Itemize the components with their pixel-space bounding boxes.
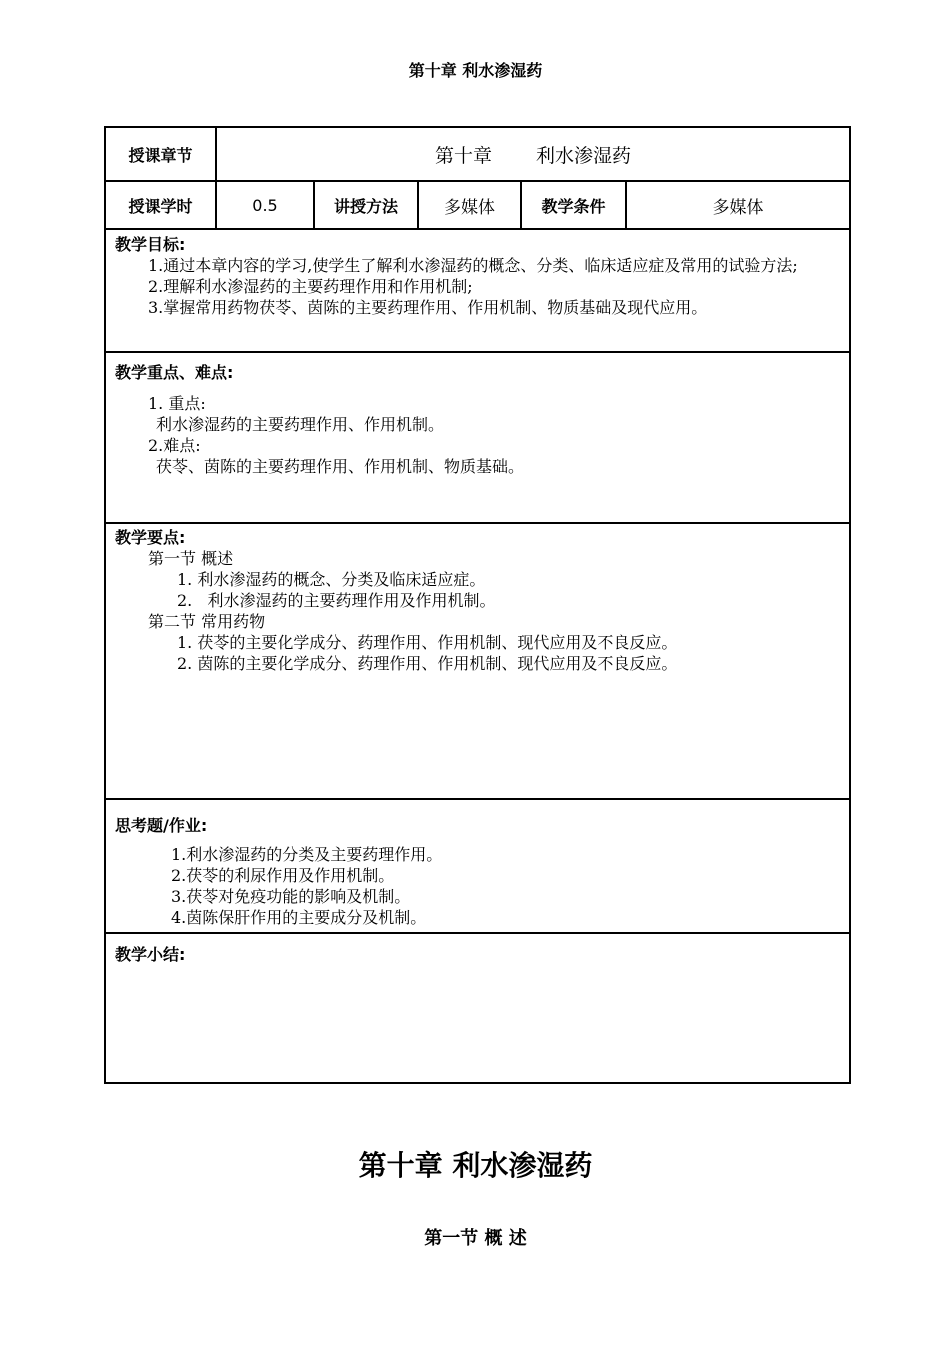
- chapter-name: 利水渗湿药: [536, 144, 632, 167]
- objective-item-1: 1.通过本章内容的学习,使学生了解利水渗湿药的概念、分类、临床适应症及常用的试验方法;: [148, 256, 798, 275]
- chapter-number: 第十章: [435, 144, 493, 167]
- essentials-section: [105, 523, 850, 799]
- objective-item-3: 3.掌握常用药物茯苓、茵陈的主要药理作用、作用机制、物质基础及现代应用。: [148, 298, 708, 317]
- hours-row: [105, 181, 850, 229]
- page-heading: 第十章 利水渗湿药: [408, 61, 543, 80]
- condition-label: 教学条件: [521, 181, 626, 229]
- chapter-label: 授课章节: [105, 127, 216, 181]
- homework-item-4: 4.茵陈保肝作用的主要成分及机制。: [171, 908, 427, 927]
- hours-label: 授课学时: [105, 181, 216, 229]
- chapter-row: [105, 127, 850, 181]
- focus-text: 利水渗湿药的主要药理作用、作用机制。: [156, 415, 445, 434]
- key-points-row: [105, 352, 850, 523]
- objective-item-2: 2.理解利水渗湿药的主要药理作用和作用机制;: [148, 277, 473, 296]
- homework-item-1: 1.利水渗湿药的分类及主要药理作用。: [171, 845, 443, 864]
- lesson-plan-table: [104, 126, 851, 1084]
- homework-section: [105, 799, 850, 933]
- objectives-section: [105, 229, 850, 352]
- essentials-section-2: 第二节 常用药物: [148, 612, 266, 631]
- chapter-heading: 第十章 利水渗湿药: [358, 1149, 593, 1182]
- essentials-item-2-1: 1. 茯苓的主要化学成分、药理作用、作用机制、现代应用及不良反应。: [177, 633, 678, 652]
- hours-value: 0.5: [216, 181, 314, 229]
- essentials-item-2-2: 2. 茵陈的主要化学成分、药理作用、作用机制、现代应用及不良反应。: [177, 654, 678, 673]
- method-label: 讲授方法: [314, 181, 418, 229]
- essentials-label: 教学要点:: [115, 528, 186, 547]
- method-value: 多媒体: [418, 181, 521, 229]
- homework-row: [105, 799, 850, 933]
- essentials-section-1: 第一节 概述: [148, 549, 234, 568]
- homework-item-3: 3.茯苓对免疫功能的影响及机制。: [171, 887, 411, 906]
- objectives-row: [105, 229, 850, 352]
- focus-title: 1. 重点:: [148, 394, 206, 413]
- homework-item-2: 2.茯苓的利尿作用及作用机制。: [171, 866, 395, 885]
- summary-label: 教学小结:: [115, 945, 186, 964]
- key-points-section: [105, 352, 850, 523]
- essentials-row: [105, 523, 850, 799]
- key-points-label: 教学重点、难点:: [115, 363, 234, 382]
- section-heading: 第一节 概 述: [424, 1228, 527, 1249]
- summary-section: [105, 933, 850, 1083]
- essentials-item-1-2: 2. 利水渗湿药的主要药理作用及作用机制。: [177, 591, 496, 610]
- essentials-item-1-1: 1. 利水渗湿药的概念、分类及临床适应症。: [177, 570, 486, 589]
- difficulty-text: 茯苓、茵陈的主要药理作用、作用机制、物质基础。: [156, 457, 525, 476]
- difficulty-title: 2.难点:: [148, 436, 201, 455]
- objectives-label: 教学目标:: [115, 235, 186, 254]
- homework-label: 思考题/作业:: [115, 816, 208, 835]
- summary-row: [105, 933, 850, 1083]
- chapter-title-cell: [216, 127, 850, 181]
- condition-value: 多媒体: [626, 181, 850, 229]
